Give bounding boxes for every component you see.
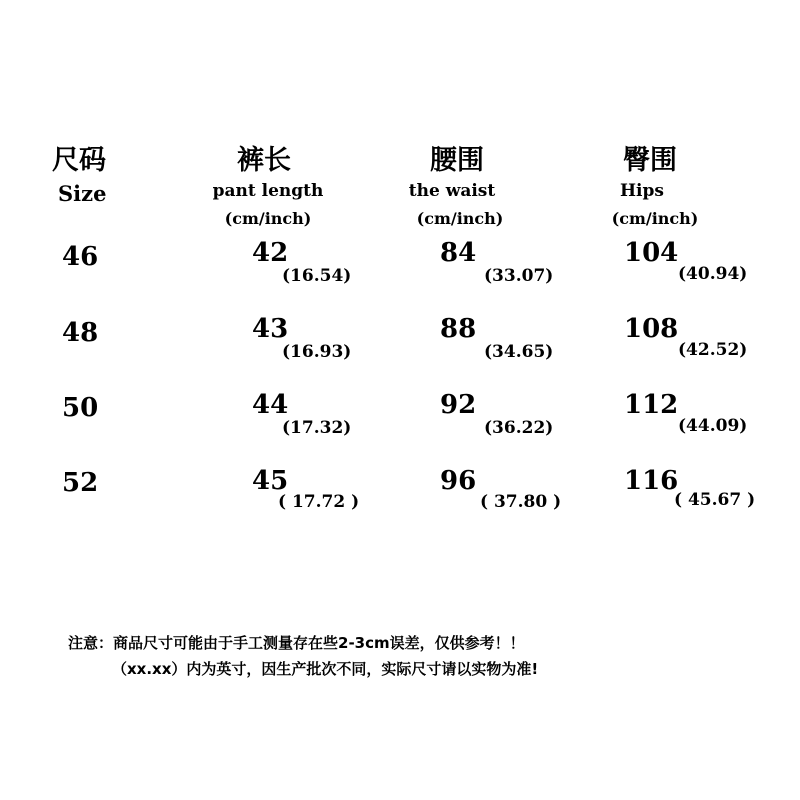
hips-cm: 112	[624, 390, 679, 420]
length-inch: ( 17.72 )	[278, 492, 360, 512]
waist-cm: 84	[440, 238, 477, 268]
note-line-1: 注意：商品尺寸可能由于手工测量存在些2-3cm误差，仅供参考！！	[68, 634, 525, 652]
waist-cm: 96	[440, 466, 477, 496]
length-cm: 42	[252, 238, 289, 268]
header-length-cn: 裤长	[237, 145, 291, 176]
header-size-en: Size	[58, 181, 107, 206]
header-hips-en: Hips	[620, 181, 664, 201]
hips-cm: 104	[624, 238, 679, 268]
header-hips-cn: 臀围	[623, 145, 677, 176]
waist-inch: (36.22)	[484, 418, 554, 438]
size-cell: 48	[62, 318, 99, 348]
length-cm: 45	[252, 466, 289, 496]
length-inch: (16.93)	[282, 342, 352, 362]
header-size	[52, 138, 106, 206]
header-waist-unit: (cm/inch)	[416, 209, 504, 228]
header-length	[208, 138, 328, 228]
waist-inch: ( 37.80 )	[480, 492, 562, 512]
hips-inch: (40.94)	[678, 264, 748, 284]
hips-inch: (42.52)	[678, 340, 748, 360]
header-length-en: pant length	[212, 181, 324, 201]
size-cell: 46	[62, 242, 99, 272]
length-cm: 44	[252, 390, 289, 420]
header-waist	[400, 138, 520, 228]
length-inch: (17.32)	[282, 418, 352, 438]
hips-cm: 116	[624, 466, 679, 496]
hips-inch: (44.09)	[678, 416, 748, 436]
header-size-cn: 尺码	[52, 145, 106, 176]
hips-cm: 108	[624, 314, 679, 344]
header-hips	[595, 138, 715, 228]
size-cell: 50	[62, 393, 99, 423]
header-waist-cn: 腰围	[430, 145, 484, 176]
header-length-unit: (cm/inch)	[224, 209, 312, 228]
size-cell: 52	[62, 468, 99, 498]
length-cm: 43	[252, 314, 289, 344]
note-line-2: （xx.xx）内为英寸，因生产批次不同，实际尺寸请以实物为准!	[112, 660, 539, 678]
waist-cm: 92	[440, 390, 477, 420]
waist-inch: (33.07)	[484, 266, 554, 286]
length-inch: (16.54)	[282, 266, 352, 286]
header-hips-unit: (cm/inch)	[611, 209, 699, 228]
hips-inch: ( 45.67 )	[674, 490, 756, 510]
header-waist-en: the waist	[408, 181, 496, 201]
waist-inch: (34.65)	[484, 342, 554, 362]
waist-cm: 88	[440, 314, 477, 344]
